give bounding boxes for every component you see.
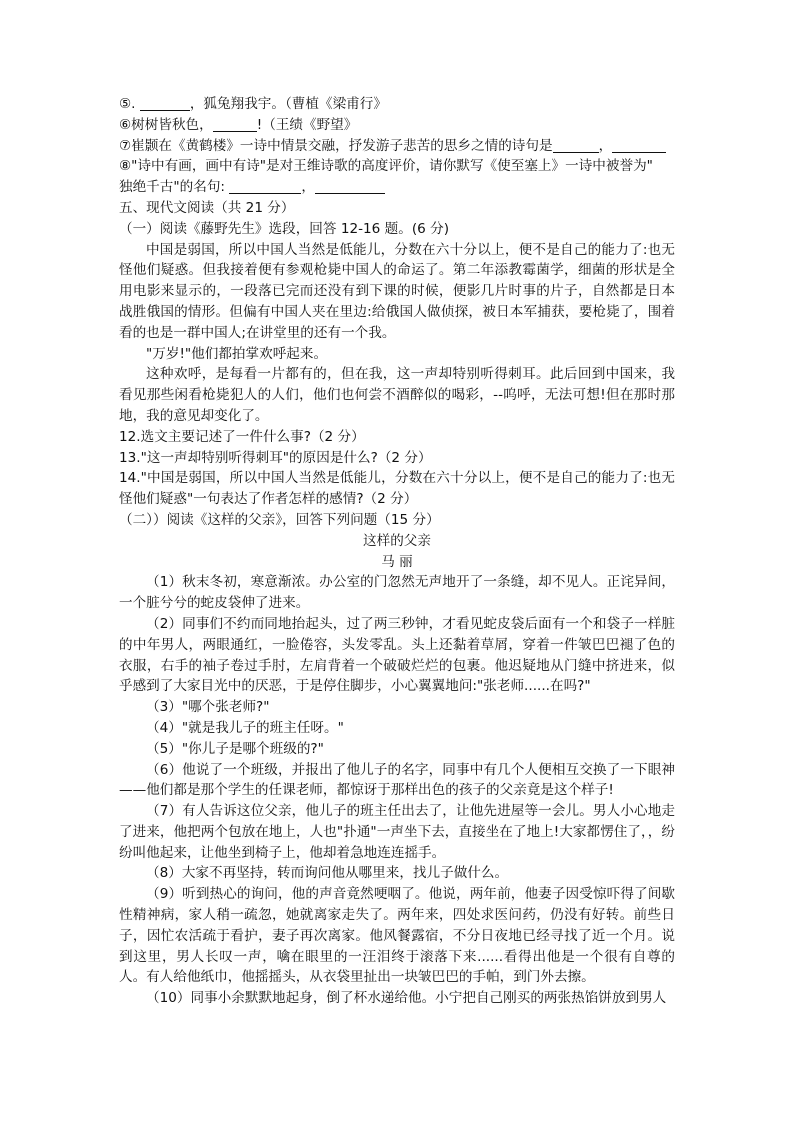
poem-question-text: ⑦崔颢在《黄鹤楼》一诗中情景交融，抒发游子悲苦的思乡之情的诗句是 (119, 137, 553, 154)
poem-line: ⑥树树皆秋色， (119, 116, 213, 133)
story-paragraph: （1）秋末冬初，寒意渐浓。办公室的门忽然无声地开了一条缝，却不见人。正诧异间，一个脏兮兮的蛇皮袋伸了进来。 (119, 574, 675, 612)
poem-line: ，狐兔翔我宇。（曹植《梁甫行》 (189, 96, 387, 112)
answer-blank[interactable] (229, 179, 301, 194)
poem-question-8 (119, 156, 675, 177)
story-paragraph: （7）有人告诉这位父亲，他儿子的班主任出去了，让他先进屋等一会儿。男人小心地走了进来，他把两个包放在地上，人也"扑通"一声坐下去，直接坐在了地上!大家都愣住了，，纷纷叫他起来，让他坐到椅子上，他却着急地连连摇手。 (119, 803, 675, 861)
story-paragraph: （2）同事们不约而同地抬起头，过了两三秒钟，才看见蛇皮袋后面有一个和袋子一样脏的中年男人，两眼通红，一脸倦容，头发零乱。头上还黏着草屑，穿着一件皱巴巴褪了色的衣服，右手的袖子卷过手肘，左肩背着一个破破烂烂的包裹。他迟疑地从门缝中挤进来，似乎感到了大家目光中的厌恶，于是停住脚步，小心翼翼地问:"张老师......在吗?" (119, 615, 675, 695)
story-author: 马 丽 (381, 553, 413, 570)
poem-question-6 (119, 115, 675, 136)
comma: ， (598, 137, 613, 154)
story-paragraph: （4）"就是我儿子的班主任呀。" (146, 719, 344, 736)
story-paragraph: （10）同事小余默默地起身，倒了杯水递给他。小宁把自己刚买的两张热馅饼放到男人 (146, 990, 667, 1007)
story-paragraph: （3）"哪个张老师?" (146, 699, 270, 716)
exam-page (119, 94, 675, 1009)
section-heading: 五、现代文阅读（共 21 分） (119, 199, 295, 216)
part1-heading: （一）阅读《藤野先生》选段，回答 12-16 题。(6 分) (119, 220, 449, 237)
passage1-paragraph: 这种欢呼，是每看一片都有的，但在我，这一声却特别听得刺耳。此后回到中国来，我看见那些闲看枪毙犯人的人们，他们也何尝不酒醉似的喝彩，--呜呼，无法可想!但在那时那地，我的意见却变化了。 (119, 366, 675, 424)
answer-blank[interactable] (553, 138, 599, 153)
passage1-paragraph: 中国是弱国，所以中国人当然是低能儿，分数在六十分以上，便不是自己的能力了:也无怪他们疑惑。但我接着便有参观枪毙中国人的命运了。第二年添教霉菌学，细菌的形状是全用电影来显示的，一段落已完而还没有到下课的时候，便影几片时事的片子，自然都是日本战胜俄国的情形。但偏有中国人夹在里边:给俄国人做侦探，被日本军捕获，要枪毙了，围着看的也是一群中国人;在讲堂里的还有一个我。 (119, 241, 675, 341)
story-paragraph: （8）大家不再坚持，转而询问他从哪里来，找儿子做什么。 (146, 865, 509, 882)
part2-heading: （二））阅读《这样的父亲》，回答下列问题（15 分） (119, 511, 440, 528)
answer-blank[interactable] (612, 138, 666, 153)
story-paragraph: （9）听到热心的询问，他的声音竟然哽咽了。他说，两年前，他妻子因受惊吓得了间歇性精神病，家人稍一疏忽，她就离家走失了。两年来，四处求医问药，仍没有好转。前些日子，因忙农活疏于看护，妻子再次离家。他风餐露宿，不分日夜地已经寻找了近一个月。说到这里，男人长叹一声，噙在眼里的一汪泪终于滚落下来......看得出他是一个很有自尊的人。有人给他纸巾，他摇摇头，从衣袋里扯出一块皱巴巴的手帕，到门外去擦。 (119, 886, 675, 986)
comma: ， (301, 179, 315, 196)
poem-question-7 (119, 136, 675, 157)
answer-blank[interactable] (213, 117, 257, 132)
poem-question-text: 独绝千古"的名句: (119, 179, 225, 196)
answer-blank[interactable] (315, 179, 385, 194)
question-number: ⑤. (119, 96, 136, 112)
story-title: 这样的父亲 (363, 532, 431, 549)
poem-question-text: ⑧"诗中有画，画中有诗"是对王维诗歌的高度评价，请你默写《使至塞上》一诗中被誉为" (119, 158, 653, 175)
story-paragraph: （6）他说了一个班级，并报出了他儿子的名字，同事中有几个人便相互交换了一下眼神——他们都是那个学生的任课老师，都惊讶于那样出色的孩子的父亲竟是这个样子! (119, 761, 675, 799)
passage1-paragraph: "万岁!"他们都拍掌欢呼起来。 (146, 345, 328, 362)
poem-question-5 (119, 94, 675, 115)
question-12: 12.选文主要记述了一件什么事?（2 分） (119, 428, 365, 445)
question-14: 14."中国是弱国，所以中国人当然是低能儿，分数在六十分以上，便不是自己的能力了:也无怪他们疑惑"一句表达了作者怎样的感情?（2 分） (119, 470, 675, 508)
poem-question-8-cont (119, 177, 675, 198)
story-paragraph: （5）"你儿子是哪个班级的?" (146, 740, 324, 757)
question-13: 13."这一声却特别听得刺耳"的原因是什么?（2 分） (119, 449, 432, 466)
poem-line: !（王绩《野望》 (256, 116, 358, 133)
answer-blank[interactable] (140, 96, 190, 111)
